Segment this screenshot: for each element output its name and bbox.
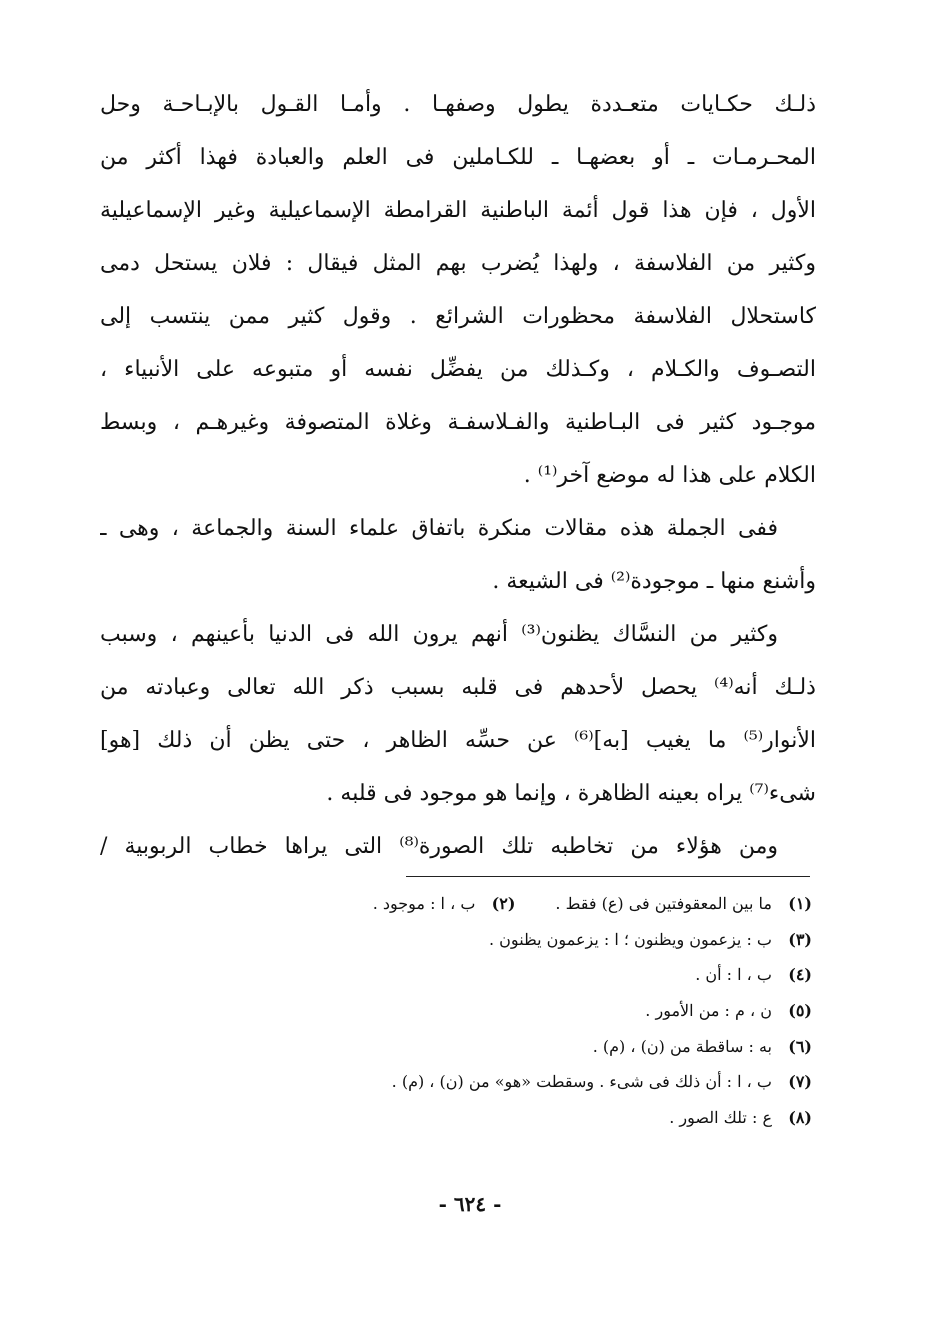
footnote-text: ب ، ا : موجود . (372, 894, 476, 913)
text-line: الأنوار⁽⁵⁾ ما يغيب [به]⁽⁶⁾ عن حسِّه الظاهر ، حتى يظن أن ذلك [هو] (100, 728, 816, 753)
text-line: ذلـك أنه⁽⁴⁾ يحصل لأحدهم فى قلبه بسبب ذكر الله تعالى وعبادته من (100, 675, 816, 700)
footnote-number: (٢) (491, 894, 516, 913)
footnote-text: ن ، م : من الأمور . (645, 1001, 772, 1021)
footnote-number: (٥) (788, 1001, 812, 1021)
footnote (240, 1100, 812, 1136)
footnotes (240, 886, 812, 1136)
text-line: ففى الجملة هذه مقالات منكرة باتفاق علماء السنة والجماعة ، وهى ـ (100, 516, 778, 541)
text-line: شىء⁽⁷⁾ يراه بعينه الظاهرة ، وإنما هو موجود فى قلبه . (326, 781, 816, 806)
footnote (240, 993, 812, 1029)
text-line: وكثير من الفلاسفة ، ولهذا يُضرب بهم المثل فيقال : فلان يستحل دمى (100, 251, 816, 276)
footnote-text: ب ، ا : أن ذلك فى شىء . وسقطت «هو» من (ن) ، (م) . (391, 1072, 772, 1092)
footnote-number: (٦) (788, 1036, 812, 1056)
main-text (100, 78, 816, 873)
text-line: كاستحلال الفلاسفة محظورات الشرائع . وقول كثير ممن ينتسب إلى (100, 304, 816, 329)
footnote-number: (٨) (788, 1108, 812, 1128)
text-line: موجـود كثير فى البـاطنية والفـلاسفـة وغلاة المتصوفة وغيرهـم ، وبسط (100, 410, 816, 435)
text-line: المحـرمـات ـ أو بعضهـا ـ للكـاملين فى العلم والعبادة فهذا أكثر من (100, 145, 816, 170)
footnote-text: ب : يزعمون ويظنون ؛ ا : يزعمون يظنون . (489, 929, 772, 949)
footnote-text: ع : تلك الصور . (669, 1108, 772, 1128)
text-line: التصـوف والكـلام ، وكـذلك من يفضِّل نفسه أو متبوعه على الأنبياء ، (100, 357, 816, 382)
footnote-number: (٧) (788, 1072, 812, 1092)
footnote (240, 886, 812, 922)
footnote (240, 1064, 812, 1100)
footnote-text: ما بين المعقوفتين فى (ع) فقط . (555, 894, 772, 913)
text-line: وأشنع منها ـ موجودة⁽²⁾ فى الشيعة . (492, 569, 816, 594)
page-number: - ٦٢٤ - (438, 1192, 502, 1216)
footnote-text: به : ساقطة من (ن) ، (م) . (592, 1036, 772, 1056)
text-line: وكثير من النسَّاك يظنون⁽³⁾ أنهم يرون الله فى الدنيا بأعينهم ، وسبب (100, 622, 778, 647)
text-line: ومن هؤلاء من تخاطبه تلك الصورة⁽⁸⁾ التى يراها خطاب الربوبية / (100, 834, 778, 859)
text-line: ذلـك حكـايات متعـددة يطول وصفهـا . وأمـا القـول بالإبـاحـة وحل (100, 92, 816, 117)
footnote-number: (٤) (788, 965, 812, 985)
text-line: الأول ، فإن هذا قول أئمة الباطنية القرامطة الإسماعيلية وغير الإسماعيلية (100, 198, 816, 223)
footnote-number: (١) (788, 894, 812, 913)
footnote (240, 957, 812, 993)
footnote (240, 1029, 812, 1065)
text-line: الكلام على هذا له موضع آخر⁽¹⁾ . (523, 463, 816, 488)
footnote-text: ب ، ا : أن . (695, 965, 772, 985)
footnote-separator (406, 876, 810, 877)
footnote (240, 922, 812, 958)
footnote-number: (٣) (788, 929, 812, 949)
